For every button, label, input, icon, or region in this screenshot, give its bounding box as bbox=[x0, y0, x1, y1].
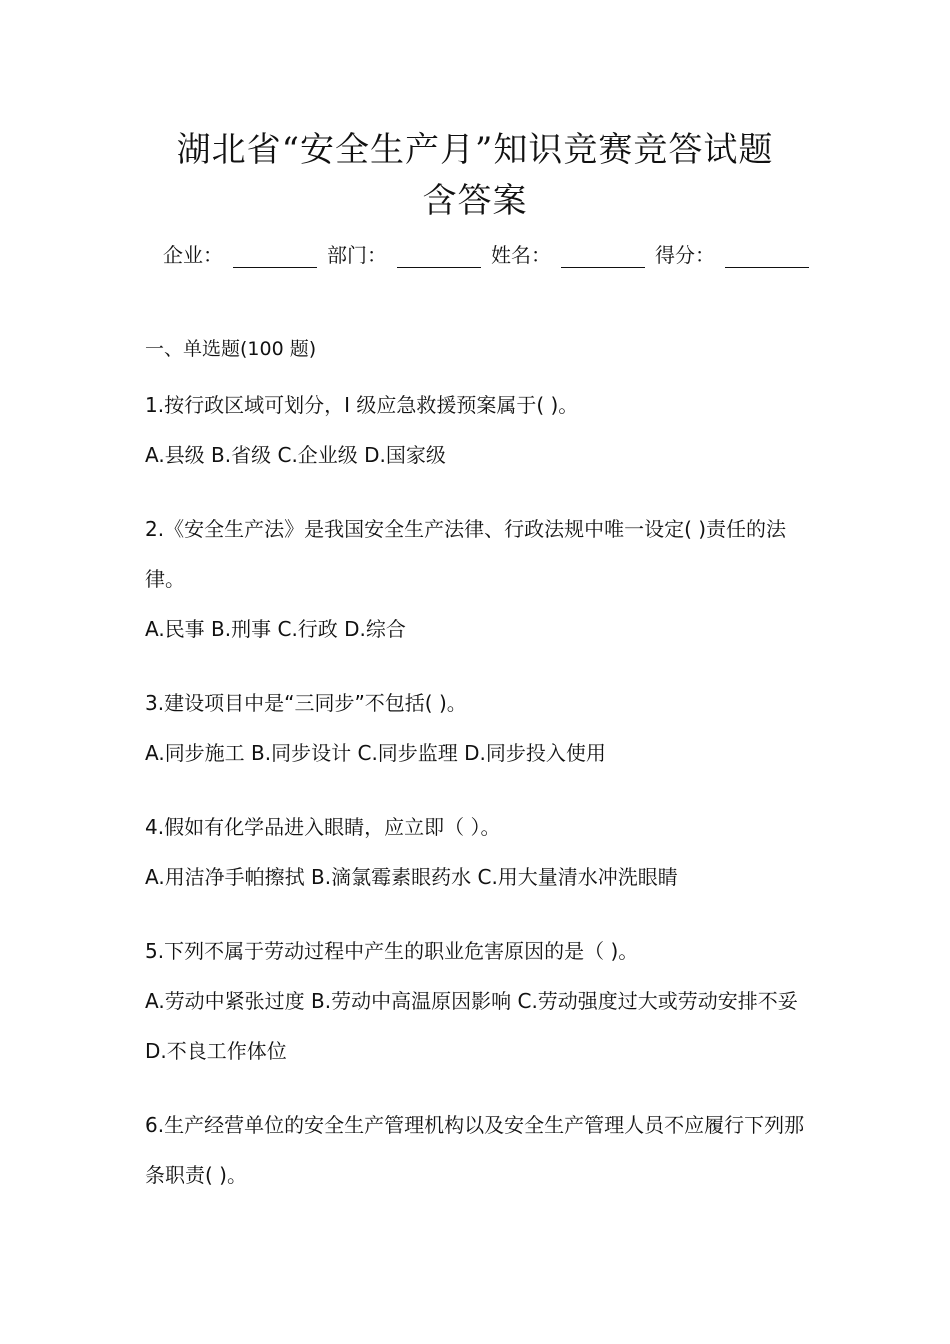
score-blank[interactable] bbox=[725, 245, 809, 268]
info-field-department bbox=[327, 239, 481, 268]
question-item bbox=[145, 926, 815, 1076]
question-options: A.同步施工 B.同步设计 C.同步监理 D.同步投入使用 bbox=[145, 741, 606, 765]
question-item bbox=[145, 1100, 815, 1200]
info-fields-row bbox=[163, 236, 803, 268]
department-blank[interactable] bbox=[397, 245, 481, 268]
question-options: A.民事 B.刑事 C.行政 D.综合 bbox=[145, 617, 406, 641]
document-title-continued: 含答案 bbox=[422, 181, 528, 221]
question-list bbox=[145, 330, 815, 1200]
document-title: 湖北省“安全生产月”知识竞赛竞答试题 bbox=[176, 130, 774, 170]
question-options: A.县级 B.省级 C.企业级 D.国家级 bbox=[145, 443, 446, 467]
info-field-company bbox=[163, 239, 317, 268]
question-item bbox=[145, 802, 815, 902]
info-label-score: 得分： bbox=[655, 243, 715, 267]
question-text: 1.按行政区域可划分，I 级应急救援预案属于( )。 bbox=[145, 393, 579, 417]
question-text: 5.下列不属于劳动过程中产生的职业危害原因的是（ )。 bbox=[145, 939, 639, 963]
question-text: 6.生产经营单位的安全生产管理机构以及安全生产管理人员不应履行下列那条职责( )。 bbox=[145, 1113, 805, 1187]
question-text: 4.假如有化学品进入眼睛，应立即（ ）。 bbox=[145, 815, 501, 839]
company-blank[interactable] bbox=[233, 245, 317, 268]
info-field-score bbox=[655, 239, 809, 268]
name-blank[interactable] bbox=[561, 245, 645, 268]
question-item bbox=[145, 504, 815, 654]
section-title: 一、单选题(100 题) bbox=[145, 338, 317, 360]
info-label-name: 姓名： bbox=[491, 243, 551, 267]
question-options: A.劳动中紧张过度 B.劳动中高温原因影响 C.劳动强度过大或劳动安排不妥 D.不良工作体位 bbox=[145, 989, 798, 1063]
question-text: 3.建设项目中是“三同步”不包括( )。 bbox=[145, 691, 467, 715]
question-item bbox=[145, 380, 815, 480]
info-field-name bbox=[491, 239, 645, 268]
question-text: 2.《安全生产法》是我国安全生产法律、行政法规中唯一设定( )责任的法律。 bbox=[145, 517, 787, 591]
info-label-company: 企业： bbox=[163, 243, 223, 267]
question-options: A.用洁净手帕擦拭 B.滴氯霉素眼药水 C.用大量清水冲洗眼睛 bbox=[145, 865, 678, 889]
info-label-department: 部门： bbox=[327, 243, 387, 267]
question-item bbox=[145, 678, 815, 778]
